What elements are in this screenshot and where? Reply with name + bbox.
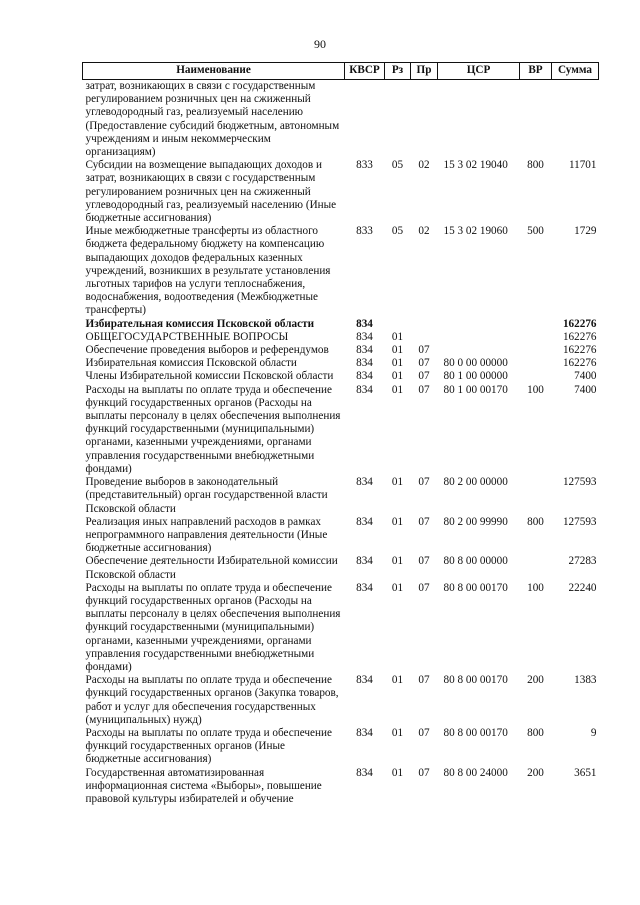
- cell-pr: 02: [418, 225, 430, 238]
- cell-pr: 07: [418, 476, 430, 489]
- cell-rz: 01: [391, 476, 404, 489]
- cell-kvsr: 834: [356, 317, 373, 330]
- table-row: [83, 331, 599, 344]
- cell-sum: 127593: [562, 476, 597, 489]
- cell-pr: 07: [418, 726, 430, 739]
- cell-name: Иные межбюджетные трансферты из областного бюджета федеральному бюджету на компенсацию выпадающих доходов федеральных казенных учреждений, возникших в результате установления льготных тарифов на услуги теплоснабжения, водоснабжения, водоотведения (Межбюджетные трансферты): [85, 225, 331, 317]
- table-row: [83, 357, 599, 370]
- cell-sum: 3651: [574, 766, 597, 779]
- cell-rz: 01: [391, 515, 404, 528]
- cell-name: Избирательная комиссия Псковской области: [85, 317, 315, 330]
- cell-vr: [520, 476, 552, 516]
- cell-sum: 22240: [568, 581, 597, 594]
- cell-name: Государственная автоматизированная информационная система «Выборы», повышение правовой культуры избирателей и обучение: [85, 766, 322, 805]
- cell-pr: 07: [418, 383, 430, 396]
- table-row: [83, 344, 599, 357]
- cell-csr: 80 8 00 24000: [443, 766, 508, 779]
- cell-name: Расходы на выплаты по оплате труда и обеспечение функций государственных органов (Расходы на выплаты персоналу в целях обеспечения выполнения функций государственными (муниципальными) органами, казенными учреждениями, органами управления государственными внебюджетными фондами): [85, 581, 341, 673]
- cell-sum: 7400: [574, 383, 597, 396]
- table-row: [83, 476, 599, 516]
- cell-name: Расходы на выплаты по оплате труда и обеспечение функций государственных органов (Иные бюджетные ассигнования): [85, 726, 332, 766]
- header-sum: Сумма: [552, 63, 599, 80]
- cell-vr: 800: [527, 159, 544, 172]
- cell-kvsr: 834: [356, 555, 373, 568]
- cell-sum: 1729: [574, 225, 597, 238]
- cell-kvsr: 834: [356, 370, 373, 383]
- table-row: [83, 674, 599, 727]
- cell-vr: [520, 80, 552, 160]
- table-row: [83, 767, 599, 807]
- cell-rz: [385, 80, 411, 160]
- cell-kvsr: 833: [356, 225, 373, 238]
- table-body: [83, 80, 599, 807]
- cell-csr: 80 8 00 00170: [443, 581, 508, 594]
- cell-sum: 1383: [574, 674, 597, 687]
- table-row: [83, 225, 599, 317]
- cell-pr: 07: [418, 674, 430, 687]
- cell-kvsr: 834: [356, 330, 373, 343]
- cell-name: Проведение выборов в законодательный (представительный) орган государственной власти Псковской области: [85, 476, 328, 515]
- budget-table: [82, 62, 599, 806]
- cell-sum: 162276: [562, 330, 597, 343]
- cell-rz: 05: [391, 225, 404, 238]
- cell-sum: 162276: [562, 344, 597, 357]
- cell-sum: 127593: [562, 515, 597, 528]
- cell-kvsr: 834: [356, 726, 373, 739]
- cell-rz: 01: [391, 330, 404, 343]
- header-rz: Рз: [385, 63, 411, 80]
- cell-pr: 07: [418, 370, 430, 383]
- cell-vr: 200: [527, 766, 544, 779]
- cell-csr: 15 3 02 19060: [443, 225, 508, 238]
- cell-vr: 800: [527, 726, 544, 739]
- table-row: [83, 516, 599, 556]
- cell-pr: [411, 318, 438, 331]
- cell-csr: 80 8 00 00170: [443, 674, 508, 687]
- table-row: [83, 80, 599, 160]
- cell-rz: 01: [391, 555, 404, 568]
- cell-rz: [385, 318, 411, 331]
- cell-vr: [520, 344, 552, 357]
- cell-csr: 15 3 02 19040: [443, 159, 508, 172]
- table-row: [83, 384, 599, 476]
- cell-kvsr: 834: [356, 581, 373, 594]
- cell-kvsr: 834: [356, 383, 373, 396]
- header-kvsr: КВСР: [345, 63, 385, 80]
- cell-rz: 01: [391, 581, 404, 594]
- cell-vr: [520, 331, 552, 344]
- table-row: [83, 555, 599, 581]
- cell-name: Субсидии на возмещение выпадающих доходов и затрат, возникающих в связи с государственным регулированием розничных цен на сжиженный углеводородный газ, реализуемый населению (Иные бюджетные ассигнования): [85, 159, 337, 225]
- cell-name: Обеспечение деятельности Избирательной комиссии Псковской области: [85, 555, 338, 581]
- cell-vr: 200: [527, 674, 544, 687]
- cell-name: Избирательная комиссия Псковской области: [85, 357, 297, 370]
- cell-csr: 80 2 00 99990: [443, 515, 508, 528]
- table-row: [83, 318, 599, 331]
- cell-rz: 01: [391, 383, 404, 396]
- cell-name: затрат, возникающих в связи с государственным регулированием розничных цен на сжиженный углеводородный газ, реализуемый населению (Предоставление субсидий бюджетным, автономным учреждениям и иным некоммерческим организациям): [85, 80, 340, 159]
- cell-rz: 01: [391, 726, 404, 739]
- cell-vr: [520, 318, 552, 331]
- table-row: [83, 727, 599, 767]
- cell-pr: 07: [418, 357, 430, 370]
- header-pr: Пр: [411, 63, 438, 80]
- cell-name: ОБЩЕГОСУДАРСТВЕННЫЕ ВОПРОСЫ: [85, 330, 289, 343]
- cell-kvsr: 834: [356, 476, 373, 489]
- table-row: [83, 159, 599, 225]
- cell-pr: [411, 80, 438, 160]
- cell-csr: 80 8 00 00170: [443, 726, 508, 739]
- cell-pr: 02: [418, 159, 430, 172]
- cell-name: Реализация иных направлений расходов в рамках непрограммного направления деятельности (Иные бюджетные ассигнования): [85, 515, 328, 555]
- header-csr: ЦСР: [438, 63, 520, 80]
- cell-pr: 07: [418, 581, 430, 594]
- cell-pr: [411, 331, 438, 344]
- header-vr: ВР: [520, 63, 552, 80]
- cell-name: Расходы на выплаты по оплате труда и обеспечение функций государственных органов (Закупка товаров, работ и услуг для обеспечения государственных (муниципальных) нужд): [85, 674, 339, 726]
- cell-sum: 9: [590, 726, 597, 739]
- cell-rz: 05: [391, 159, 404, 172]
- cell-rz: 01: [391, 674, 404, 687]
- cell-csr: [438, 318, 520, 331]
- cell-vr: 800: [527, 515, 544, 528]
- cell-pr: 07: [418, 344, 430, 357]
- cell-sum: [552, 80, 599, 160]
- cell-pr: 07: [418, 555, 430, 568]
- cell-sum: 27283: [568, 555, 597, 568]
- cell-vr: 100: [527, 581, 544, 594]
- cell-kvsr: 833: [356, 159, 373, 172]
- cell-kvsr: 834: [356, 766, 373, 779]
- cell-sum: 11701: [568, 159, 597, 172]
- cell-pr: 07: [418, 766, 430, 779]
- page-number: 90: [314, 37, 326, 51]
- cell-csr: 80 1 00 00000: [443, 370, 508, 383]
- cell-vr: [520, 555, 552, 581]
- cell-vr: [520, 370, 552, 383]
- cell-vr: 500: [527, 225, 544, 238]
- cell-csr: 80 1 00 00170: [443, 383, 508, 396]
- cell-vr: [520, 357, 552, 370]
- cell-sum: 7400: [574, 370, 597, 383]
- cell-name: Расходы на выплаты по оплате труда и обеспечение функций государственных органов (Расходы на выплаты персоналу в целях обеспечения выполнения функций государственными (муниципальными) органами, казенными учреждениями, органами управления государственными внебюджетными фондами): [85, 383, 341, 475]
- cell-kvsr: 834: [356, 344, 373, 357]
- cell-name: Члены Избирательной комиссии Псковской области: [85, 370, 334, 383]
- cell-name: Обеспечение проведения выборов и референдумов: [85, 344, 329, 357]
- cell-pr: 07: [418, 515, 430, 528]
- cell-kvsr: 834: [356, 674, 373, 687]
- cell-csr: [438, 344, 520, 357]
- cell-rz: 01: [391, 357, 404, 370]
- cell-sum: 162276: [562, 357, 597, 370]
- cell-kvsr: [345, 80, 385, 160]
- table-row: [83, 582, 599, 674]
- cell-csr: [438, 331, 520, 344]
- cell-rz: 01: [391, 766, 404, 779]
- cell-csr: 80 2 00 00000: [443, 476, 508, 489]
- cell-csr: [438, 80, 520, 160]
- cell-sum: 162276: [562, 317, 597, 330]
- cell-kvsr: 834: [356, 515, 373, 528]
- cell-rz: 01: [391, 344, 404, 357]
- cell-rz: 01: [391, 370, 404, 383]
- table-row: [83, 370, 599, 383]
- header-name: Наименование: [83, 63, 345, 80]
- cell-vr: 100: [527, 383, 544, 396]
- cell-kvsr: 834: [356, 357, 373, 370]
- cell-csr: 80 0 00 00000: [443, 357, 508, 370]
- table-header-row: [83, 63, 599, 80]
- cell-csr: 80 8 00 00000: [443, 555, 508, 568]
